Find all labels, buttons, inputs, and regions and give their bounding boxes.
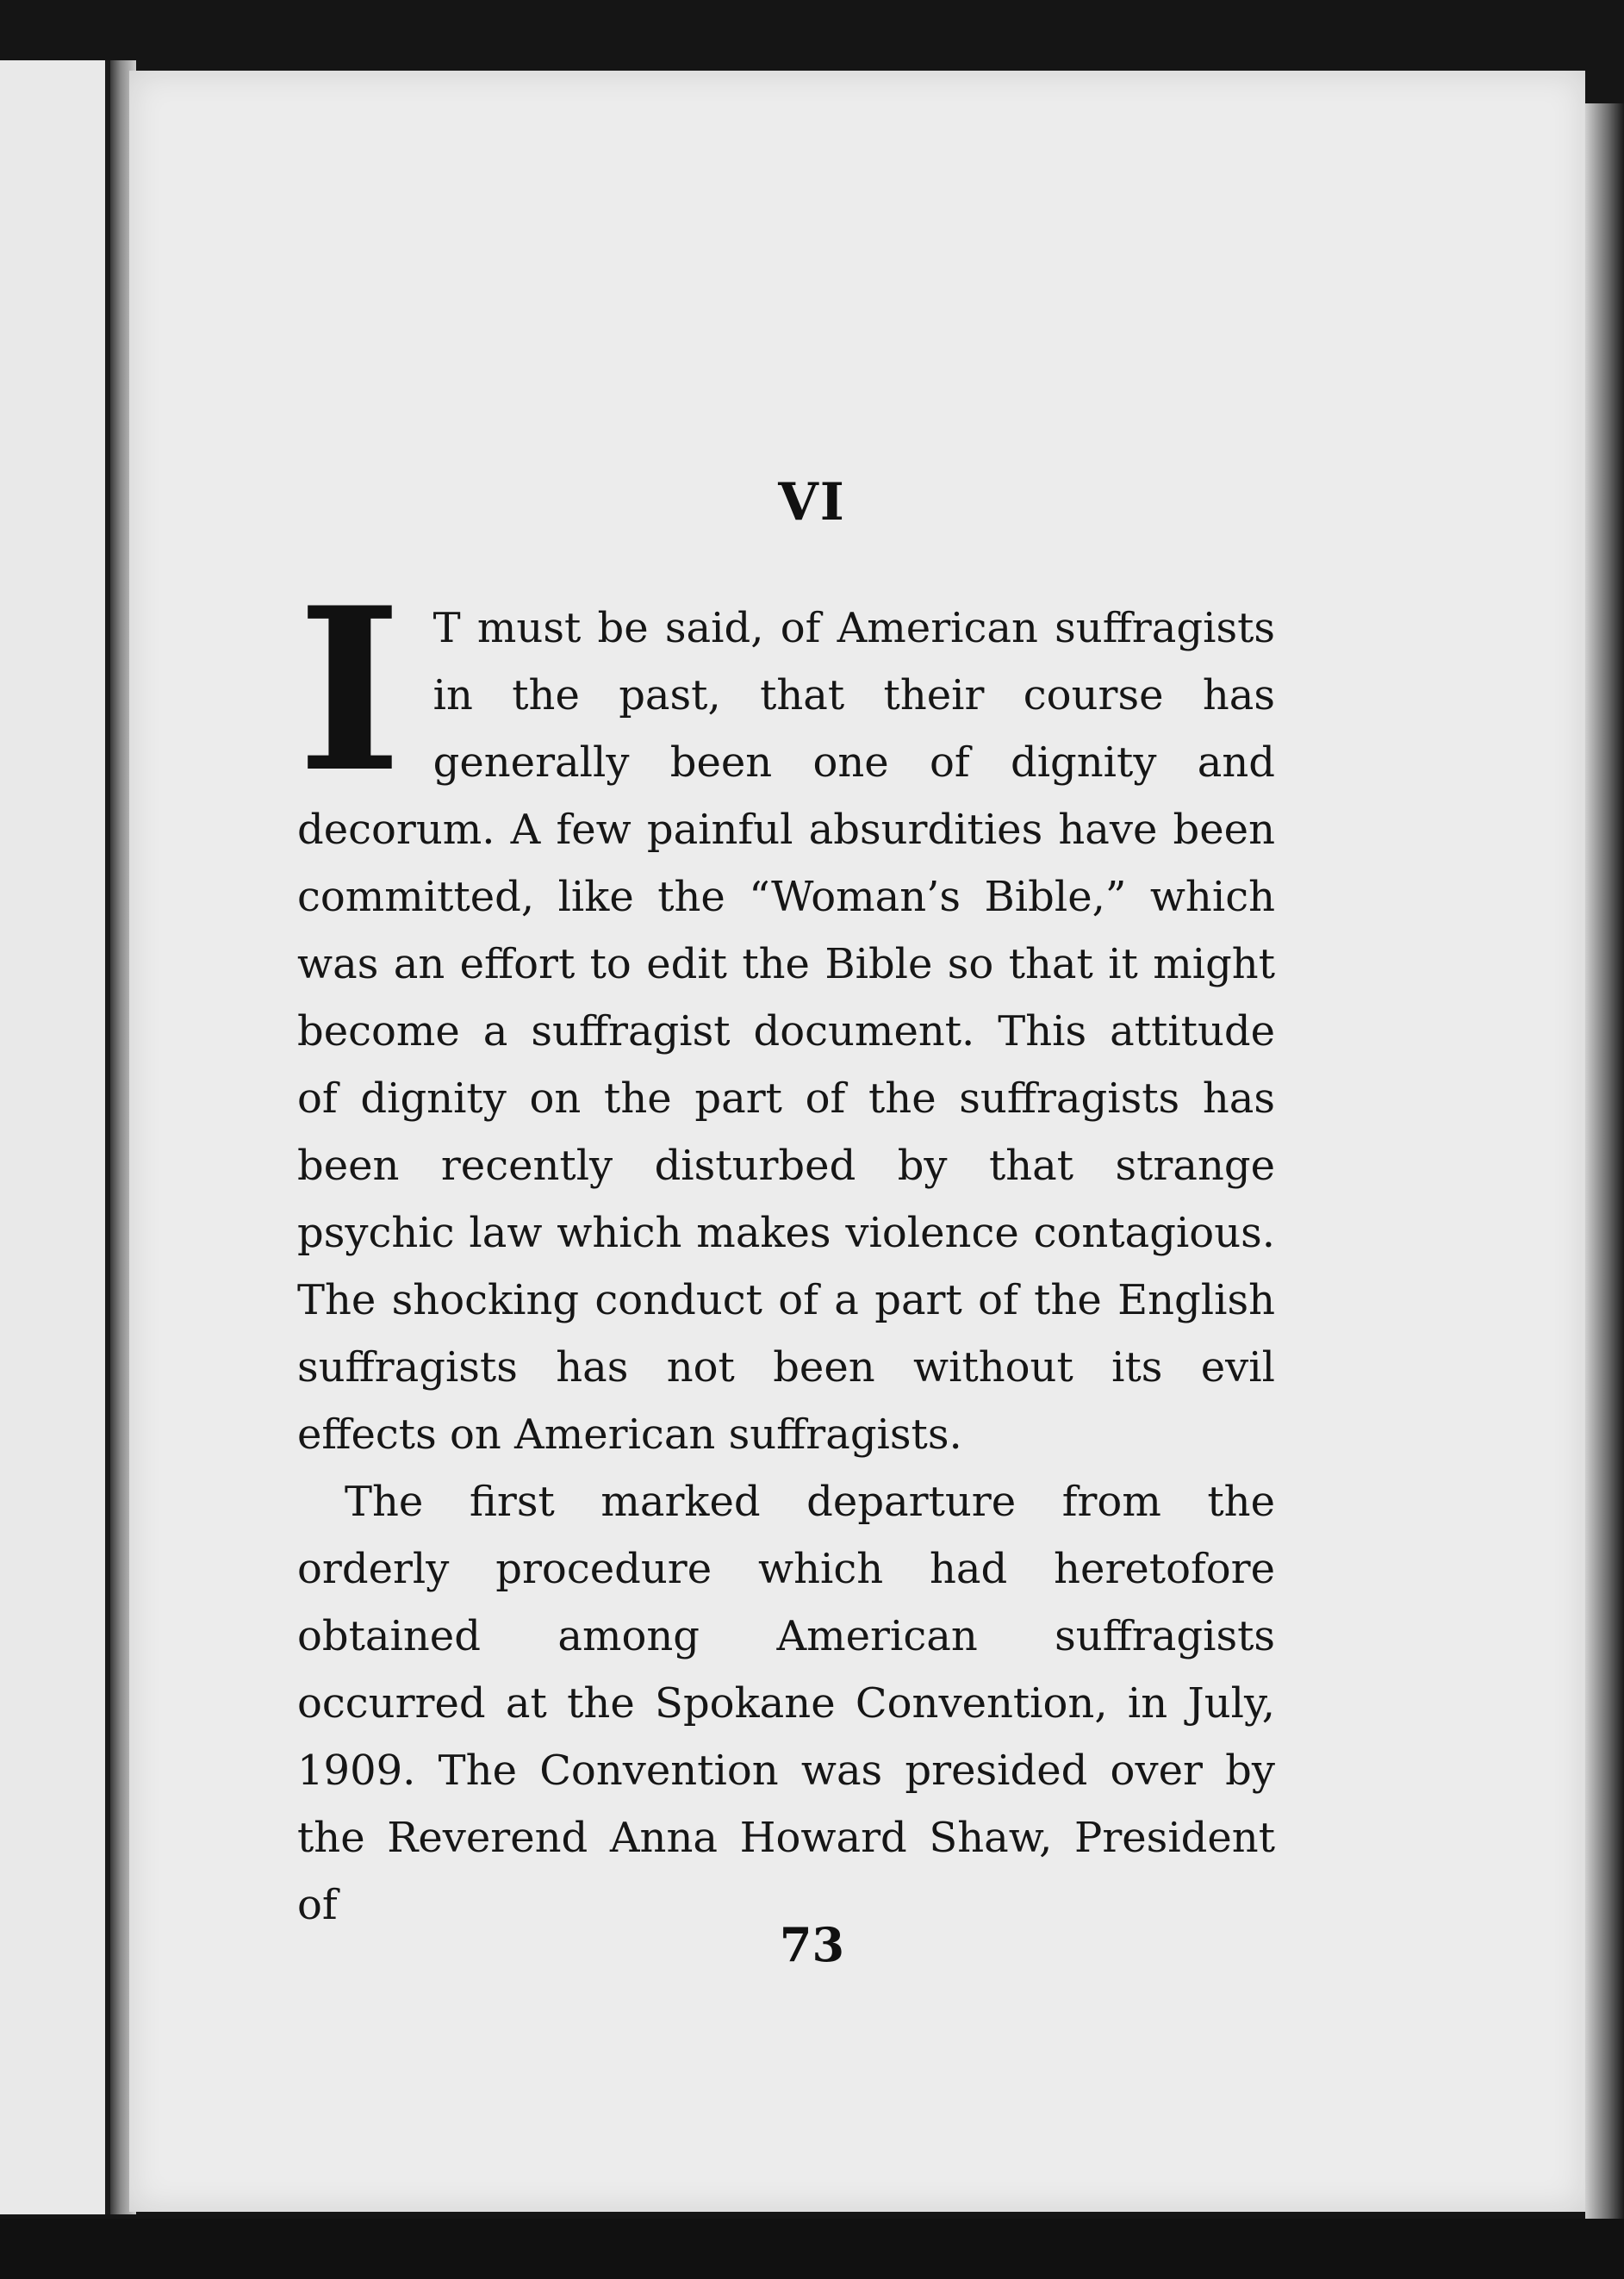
paragraph-2-text: The first marked departure from the orderly procedure which had heretofore obtained among American suffragists occurred at the Spokane Convention, in July, 1909. The Convention was presided over by the Reverend Anna Howard Shaw, President of (297, 1478, 1275, 1929)
paragraph-2 (297, 1468, 1275, 1939)
paragraph-1 (297, 559, 1275, 1468)
facing-page-edge (0, 60, 110, 2214)
scan-bottom-border (0, 2219, 1624, 2279)
drop-cap: I (297, 559, 402, 822)
chapter-heading: VI (778, 472, 846, 532)
page-number: 73 (779, 1917, 845, 1972)
body-text (297, 559, 1275, 1939)
paragraph-1-text: T must be said, of American suffragists in the past, that their course has generally been one of dignity and decorum. A few painful absurdities have been committed, like the “Woman’s Bible,” which was an effort to edit the Bible so that it might become a suffragist document. This attitude of dignity on the part of the suffragists has been recently disturbed by that strange psychic law which makes violence contagious. The shocking conduct of a part of the English suffragists has not been without its evil effects on American suffragists. (297, 604, 1275, 1459)
